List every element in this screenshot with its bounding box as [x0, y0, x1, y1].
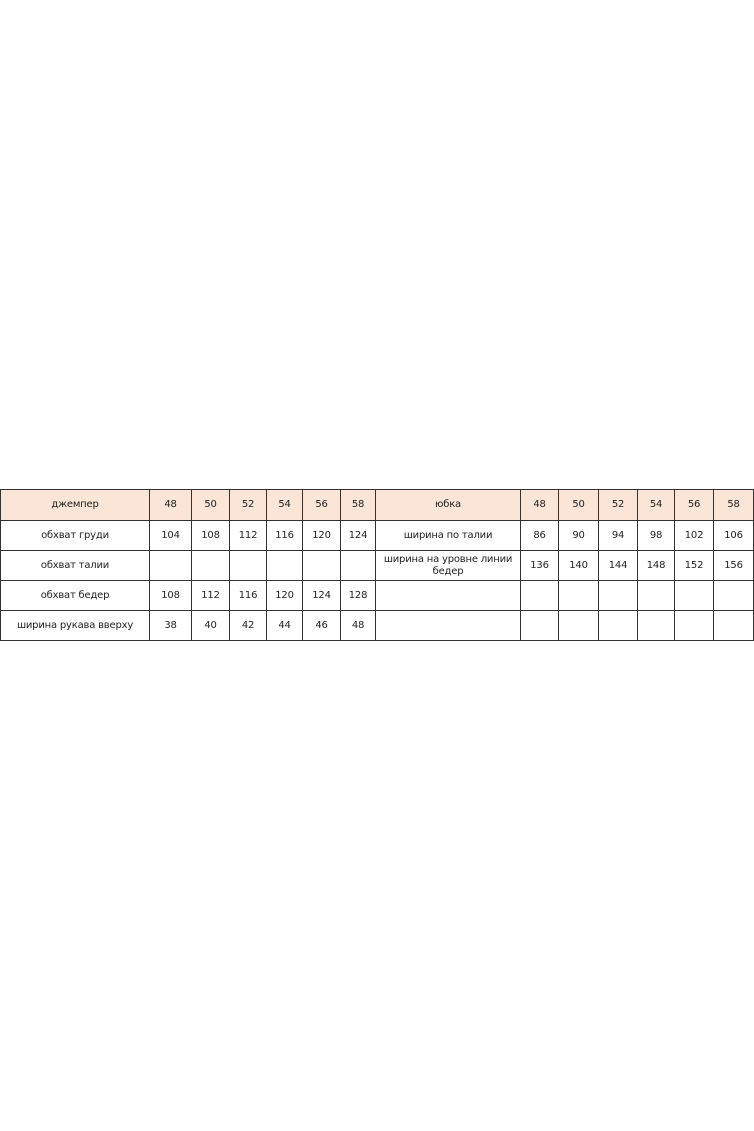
table-cell: 40 — [192, 611, 230, 641]
skirt-size-header: 48 — [521, 490, 559, 521]
jumper-size-header: 52 — [230, 490, 267, 521]
table-cell: 120 — [303, 521, 341, 551]
table-cell: 120 — [267, 581, 303, 611]
table-cell: 48 — [341, 611, 376, 641]
table-cell: 152 — [675, 551, 714, 581]
jumper-row-label: ширина рукава вверху — [1, 611, 150, 641]
table-row — [1, 521, 754, 551]
size-chart-table — [0, 489, 754, 641]
jumper-size-header: 54 — [267, 490, 303, 521]
skirt-row-label — [376, 611, 521, 641]
table-row — [1, 551, 754, 581]
table-cell — [559, 581, 599, 611]
table-cell — [521, 611, 559, 641]
skirt-row-label — [376, 581, 521, 611]
table-cell: 156 — [714, 551, 754, 581]
jumper-size-header: 48 — [150, 490, 192, 521]
table-cell: 90 — [559, 521, 599, 551]
table-cell — [675, 581, 714, 611]
table-cell — [230, 551, 267, 581]
table-cell — [638, 611, 675, 641]
skirt-size-header: 54 — [638, 490, 675, 521]
table-cell — [638, 581, 675, 611]
table-cell — [599, 611, 638, 641]
table-cell: 102 — [675, 521, 714, 551]
table-cell: 108 — [192, 521, 230, 551]
jumper-row-label: обхват талии — [1, 551, 150, 581]
table-cell: 124 — [303, 581, 341, 611]
table-cell: 86 — [521, 521, 559, 551]
skirt-size-header: 58 — [714, 490, 754, 521]
table-cell: 124 — [341, 521, 376, 551]
table-cell — [303, 551, 341, 581]
skirt-size-header: 56 — [675, 490, 714, 521]
table-cell: 42 — [230, 611, 267, 641]
jumper-row-label: обхват бедер — [1, 581, 150, 611]
table-cell: 144 — [599, 551, 638, 581]
table-cell: 46 — [303, 611, 341, 641]
jumper-size-header: 50 — [192, 490, 230, 521]
table-cell: 128 — [341, 581, 376, 611]
table-cell: 106 — [714, 521, 754, 551]
table-cell: 112 — [230, 521, 267, 551]
skirt-size-header: 52 — [599, 490, 638, 521]
table-cell: 112 — [192, 581, 230, 611]
table-header-row — [1, 490, 754, 521]
skirt-header: юбка — [376, 490, 521, 521]
table-cell: 140 — [559, 551, 599, 581]
table-row — [1, 611, 754, 641]
table-cell: 148 — [638, 551, 675, 581]
table-cell: 108 — [150, 581, 192, 611]
table-cell — [150, 551, 192, 581]
jumper-row-label: обхват груди — [1, 521, 150, 551]
table-cell — [714, 581, 754, 611]
table-cell: 116 — [230, 581, 267, 611]
skirt-row-label: ширина по талии — [376, 521, 521, 551]
table-cell: 104 — [150, 521, 192, 551]
skirt-row-label: ширина на уровне линии бедер — [376, 551, 521, 581]
table-cell — [192, 551, 230, 581]
table-cell — [521, 581, 559, 611]
table-cell — [341, 551, 376, 581]
table-cell: 136 — [521, 551, 559, 581]
table-cell: 98 — [638, 521, 675, 551]
table-cell: 44 — [267, 611, 303, 641]
table-cell — [599, 581, 638, 611]
table-cell — [267, 551, 303, 581]
skirt-size-header: 50 — [559, 490, 599, 521]
table-cell: 116 — [267, 521, 303, 551]
table-cell: 94 — [599, 521, 638, 551]
jumper-size-header: 58 — [341, 490, 376, 521]
table-cell — [559, 611, 599, 641]
jumper-header: джемпер — [1, 490, 150, 521]
table-cell: 38 — [150, 611, 192, 641]
jumper-size-header: 56 — [303, 490, 341, 521]
table-cell — [675, 611, 714, 641]
table-cell — [714, 611, 754, 641]
table-row — [1, 581, 754, 611]
